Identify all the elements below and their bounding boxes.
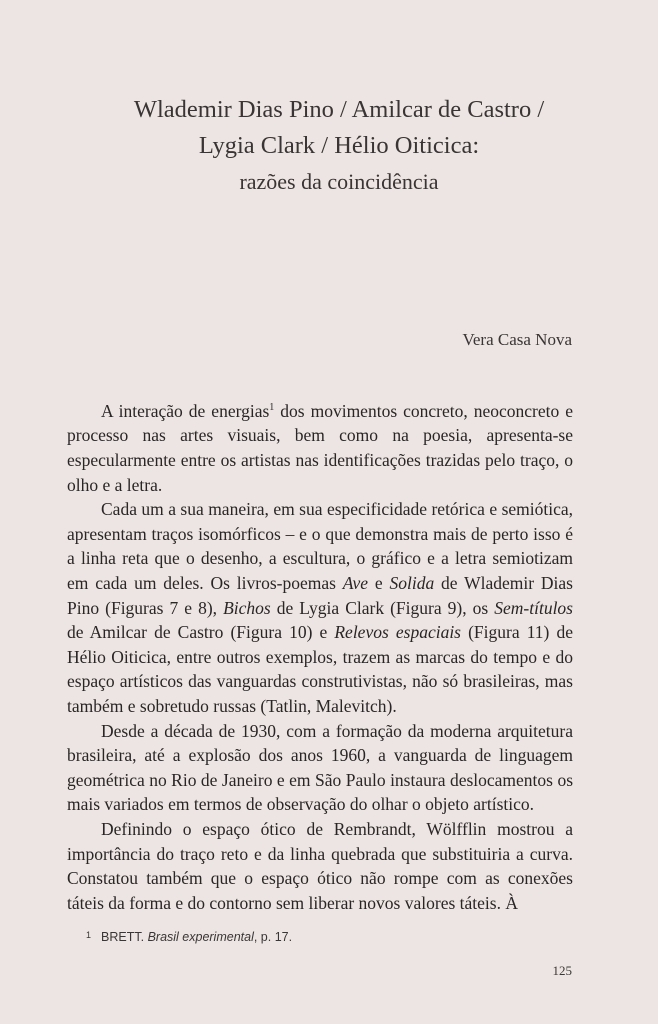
work-title-relevos: Relevos espaciais (334, 622, 461, 643)
paragraph-2 (67, 497, 573, 718)
footnote-author: BRETT. (101, 930, 145, 944)
text-run: de Lygia Clark (Figura 9), os (270, 597, 495, 618)
paragraph-3: Desde a década de 1930, com a formação da moderna arquitetura brasileira, até a explosão dos anos 1960, a vanguarda de linguagem geométrica no Rio de Janeiro e em São Paulo instaura deslocamentos os mais variados em termos de observação do olhar o objeto artístico. (67, 720, 573, 815)
text-run: A interação de energias (101, 400, 270, 421)
chapter-title (60, 92, 618, 200)
title-line-2: Lygia Clark / Hélio Oiticica: (198, 132, 480, 159)
title-line-1: Wlademir Dias Pino / Amilcar de Castro / (133, 96, 545, 123)
work-title-ave: Ave (342, 572, 369, 593)
text-run: Cada um a sua maneira, em sua especificidade retórica e semiótica, apresentam traços isomórficos – e o que demonstra mais de perto isso é a linha reta que o desenho, a escultura, o gráfico e a letra semiotizam em cada um deles. Os livros-poemas (67, 499, 573, 593)
footnote-title: Brasil experimental (147, 930, 254, 944)
footnote-ref: 1 (269, 402, 275, 413)
body-text (67, 396, 573, 915)
footnote-rest: , p. 17. (253, 930, 293, 944)
page-number: 125 (552, 963, 572, 978)
paragraph-1 (67, 396, 573, 497)
text-run: e (368, 572, 390, 593)
work-title-bichos: Bichos (223, 597, 271, 618)
text-run: de Wlademir Dias Pino (Figuras 7 e 8), (67, 572, 573, 618)
author-name: Vera Casa Nova (462, 330, 572, 349)
footnote-number: 1 (86, 930, 92, 940)
text-run: (Figura 11) de Hélio Oiticica, entre outros exemplos, trazem as marcas do tempo e do espaço artísticos das vanguardas construtivistas, não só brasileiras, mas também e sobretudo russas (Tatlin, Malevitch). (67, 622, 573, 716)
work-title-solida: Solida (389, 572, 435, 593)
title-line-3: razões da coincidência (239, 169, 439, 194)
text-run: de Amilcar de Castro (Figura 10) e (67, 622, 335, 643)
text-run: dos movimentos concreto, neoconcreto e processo nas artes visuais, bem como na poesia, apresenta-se especularmente entre os artistas nas identificações trazidas pelo traço, o olho e a letra. (67, 400, 574, 495)
paragraph-4: Definindo o espaço ótico de Rembrandt, Wölfflin mostrou a importância do traço reto e da linha quebrada que substituiria a curva. Constatou também que o espaço ótico não rompe com as conexões táteis da forma e do contorno sem liberar novos valores táteis. À (67, 818, 573, 913)
footnote (86, 930, 292, 944)
work-title-sem-titulos: Sem-títulos (494, 597, 573, 618)
